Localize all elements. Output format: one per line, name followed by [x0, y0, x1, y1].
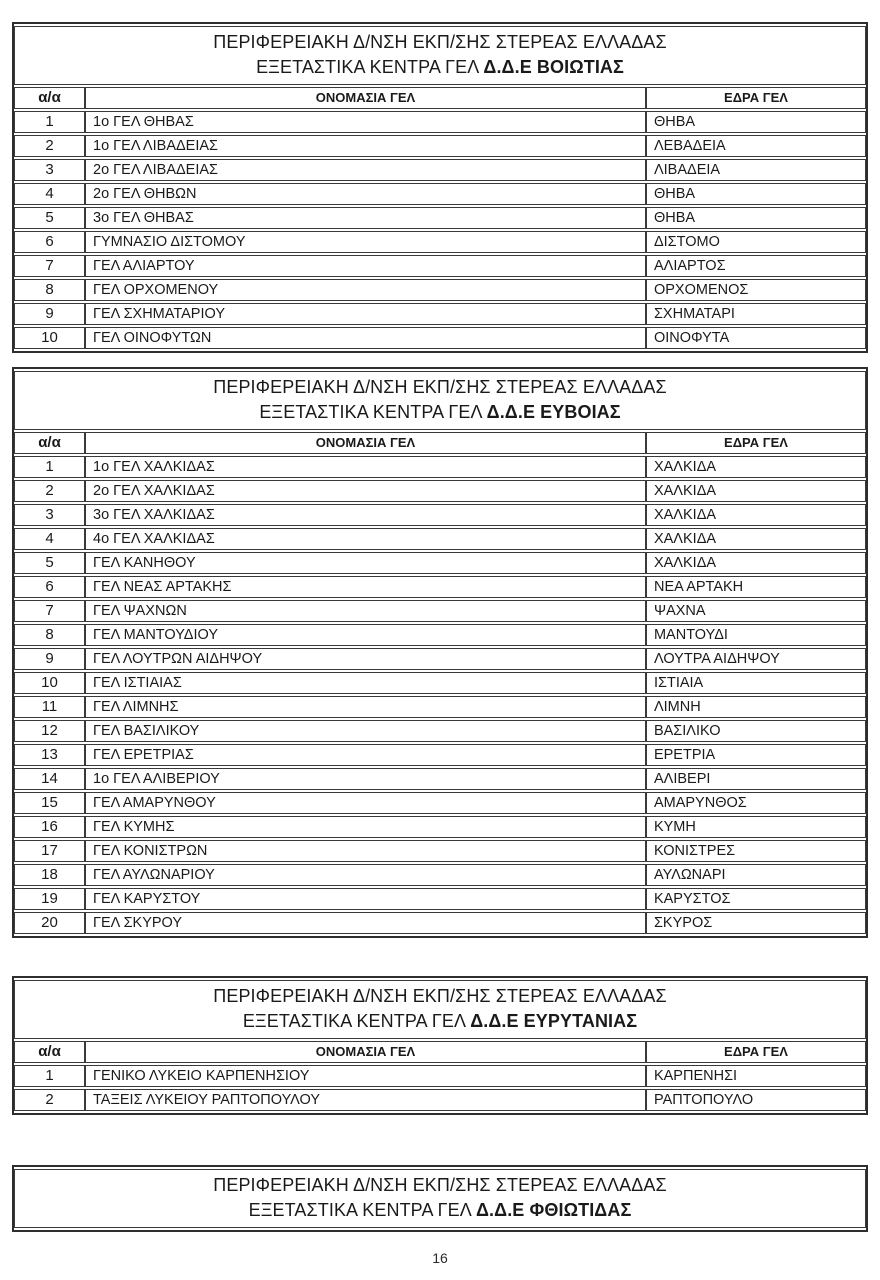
cell-seat: ΨΑΧΝΑ [646, 600, 866, 622]
table-row [14, 696, 866, 718]
table-row [14, 231, 866, 253]
cell-num: 2 [14, 480, 85, 502]
table-title-line1: ΠΕΡΙΦΕΡΕΙΑΚΗ Δ/ΝΣΗ ΕΚΠ/ΣΗΣ ΣΤΕΡΕΑΣ ΕΛΛΑΔΑΣ [213, 377, 667, 397]
cell-num: 4 [14, 528, 85, 550]
cell-seat: ΑΜΑΡΥΝΘΟΣ [646, 792, 866, 814]
column-header-name: ΟΝΟΜΑΣΙΑ ΓΕΛ [85, 87, 646, 109]
cell-seat: ΟΡΧΟΜΕΝΟΣ [646, 279, 866, 301]
table-title-line2 [21, 1009, 859, 1034]
cell-num: 18 [14, 864, 85, 886]
exam-centers-table [12, 1165, 868, 1232]
cell-name: ΓΕΛ ΝΕΑΣ ΑΡΤΑΚΗΣ [85, 576, 646, 598]
cell-name: ΓΕΛ ΚΥΜΗΣ [85, 816, 646, 838]
column-header-seat: ΕΔΡΑ ΓΕΛ [646, 432, 866, 454]
cell-seat: ΛΙΒΑΔΕΙΑ [646, 159, 866, 181]
cell-name: ΓΕΛ ΙΣΤΙΑΙΑΣ [85, 672, 646, 694]
cell-name: 3ο ΓΕΛ ΧΑΛΚΙΔΑΣ [85, 504, 646, 526]
table-title-row [14, 371, 866, 430]
cell-num: 9 [14, 303, 85, 325]
cell-num: 1 [14, 456, 85, 478]
table-row [14, 504, 866, 526]
cell-name: ΓΥΜΝΑΣΙΟ ΔΙΣΤΟΜΟΥ [85, 231, 646, 253]
column-header-name: ΟΝΟΜΑΣΙΑ ΓΕΛ [85, 1041, 646, 1063]
table-row [14, 624, 866, 646]
table-row [14, 303, 866, 325]
cell-name: ΓΕΛ ΣΧΗΜΑΤΑΡΙΟΥ [85, 303, 646, 325]
table-title [14, 1169, 866, 1228]
cell-num: 3 [14, 504, 85, 526]
exam-centers-table [12, 367, 868, 938]
table-title [14, 980, 866, 1039]
column-header-row [14, 87, 866, 109]
table-row [14, 207, 866, 229]
exam-centers-table [12, 22, 868, 353]
cell-num: 6 [14, 231, 85, 253]
table-row [14, 648, 866, 670]
cell-seat: ΛΙΜΝΗ [646, 696, 866, 718]
cell-seat: ΚΥΜΗ [646, 816, 866, 838]
cell-name: ΓΕΛ ΕΡΕΤΡΙΑΣ [85, 744, 646, 766]
table-row [14, 816, 866, 838]
table-title-line2-regular: ΕΞΕΤΑΣΤΙΚΑ ΚΕΝΤΡΑ ΓΕΛ [248, 1200, 477, 1220]
table-row [14, 840, 866, 862]
cell-num: 10 [14, 672, 85, 694]
column-header-num: α/α [14, 432, 85, 454]
cell-seat: ΑΛΙΑΡΤΟΣ [646, 255, 866, 277]
cell-name: ΓΕΛ ΑΥΛΩΝΑΡΙΟΥ [85, 864, 646, 886]
cell-num: 20 [14, 912, 85, 934]
cell-seat: ΘΗΒΑ [646, 111, 866, 133]
cell-name: ΓΕΛ ΜΑΝΤΟΥΔΙΟΥ [85, 624, 646, 646]
table-row [14, 744, 866, 766]
table-title-line2-bold: Δ.Δ.Ε ΒΟΙΩΤΙΑΣ [483, 57, 624, 77]
column-header-num: α/α [14, 87, 85, 109]
exam-centers-table [12, 976, 868, 1115]
cell-seat: ΛΟΥΤΡΑ ΑΙΔΗΨΟΥ [646, 648, 866, 670]
cell-name: ΓΕΛ ΚΟΝΙΣΤΡΩΝ [85, 840, 646, 862]
cell-num: 14 [14, 768, 85, 790]
table-row [14, 159, 866, 181]
cell-name: 4ο ΓΕΛ ΧΑΛΚΙΔΑΣ [85, 528, 646, 550]
table-title-line1: ΠΕΡΙΦΕΡΕΙΑΚΗ Δ/ΝΣΗ ΕΚΠ/ΣΗΣ ΣΤΕΡΕΑΣ ΕΛΛΑΔΑΣ [213, 32, 667, 52]
cell-num: 17 [14, 840, 85, 862]
cell-seat: ΚΑΡΠΕΝΗΣΙ [646, 1065, 866, 1087]
table-row [14, 552, 866, 574]
cell-num: 1 [14, 1065, 85, 1087]
table-row [14, 720, 866, 742]
cell-num: 7 [14, 600, 85, 622]
table-row [14, 1089, 866, 1111]
table-row [14, 600, 866, 622]
table-row [14, 672, 866, 694]
cell-seat: ΣΚΥΡΟΣ [646, 912, 866, 934]
cell-seat: ΧΑΛΚΙΔΑ [646, 552, 866, 574]
cell-num: 7 [14, 255, 85, 277]
cell-name: 1ο ΓΕΛ ΑΛΙΒΕΡΙΟΥ [85, 768, 646, 790]
table-row [14, 768, 866, 790]
column-header-seat: ΕΔΡΑ ΓΕΛ [646, 87, 866, 109]
cell-seat: ΚΟΝΙΣΤΡΕΣ [646, 840, 866, 862]
table-row [14, 255, 866, 277]
cell-name: ΓΕΛ ΟΙΝΟΦΥΤΩΝ [85, 327, 646, 349]
cell-name: 1ο ΓΕΛ ΘΗΒΑΣ [85, 111, 646, 133]
cell-name: 2ο ΓΕΛ ΘΗΒΩΝ [85, 183, 646, 205]
cell-seat: ΧΑΛΚΙΔΑ [646, 528, 866, 550]
cell-num: 16 [14, 816, 85, 838]
cell-num: 1 [14, 111, 85, 133]
cell-name: ΓΕΛ ΒΑΣΙΛΙΚΟΥ [85, 720, 646, 742]
cell-name: ΓΕΛ ΟΡΧΟΜΕΝΟΥ [85, 279, 646, 301]
table-title-line2 [21, 1198, 859, 1223]
table-title-line2-regular: ΕΞΕΤΑΣΤΙΚΑ ΚΕΝΤΡΑ ΓΕΛ [256, 57, 484, 77]
cell-name: ΓΕΛ ΑΜΑΡΥΝΘΟΥ [85, 792, 646, 814]
column-header-row [14, 1041, 866, 1063]
cell-seat: ΘΗΒΑ [646, 207, 866, 229]
cell-seat: ΧΑΛΚΙΔΑ [646, 504, 866, 526]
cell-name: 2ο ΓΕΛ ΛΙΒΑΔΕΙΑΣ [85, 159, 646, 181]
cell-name: ΓΕΛ ΨΑΧΝΩΝ [85, 600, 646, 622]
table-title-row [14, 980, 866, 1039]
cell-name: ΓΕΝΙΚΟ ΛΥΚΕΙΟ ΚΑΡΠΕΝΗΣΙΟΥ [85, 1065, 646, 1087]
cell-name: 1ο ΓΕΛ ΛΙΒΑΔΕΙΑΣ [85, 135, 646, 157]
column-header-name: ΟΝΟΜΑΣΙΑ ΓΕΛ [85, 432, 646, 454]
cell-num: 8 [14, 624, 85, 646]
cell-seat: ΟΙΝΟΦΥΤΑ [646, 327, 866, 349]
cell-name: ΓΕΛ ΑΛΙΑΡΤΟΥ [85, 255, 646, 277]
table-row [14, 576, 866, 598]
cell-name: 3ο ΓΕΛ ΘΗΒΑΣ [85, 207, 646, 229]
cell-seat: ΕΡΕΤΡΙΑ [646, 744, 866, 766]
table-row [14, 327, 866, 349]
cell-seat: ΧΑΛΚΙΔΑ [646, 480, 866, 502]
table-title-line2 [21, 55, 859, 80]
table-title-line2-bold: Δ.Δ.Ε ΕΥΒΟΙΑΣ [486, 402, 621, 422]
exam-center-tables-region [12, 22, 868, 1232]
column-header-row [14, 432, 866, 454]
cell-num: 13 [14, 744, 85, 766]
cell-num: 11 [14, 696, 85, 718]
cell-name: ΓΕΛ ΣΚΥΡΟΥ [85, 912, 646, 934]
cell-seat: ΙΣΤΙΑΙΑ [646, 672, 866, 694]
table-row [14, 912, 866, 934]
cell-num: 6 [14, 576, 85, 598]
cell-name: ΓΕΛ ΛΟΥΤΡΩΝ ΑΙΔΗΨΟΥ [85, 648, 646, 670]
cell-num: 15 [14, 792, 85, 814]
table-title-line1: ΠΕΡΙΦΕΡΕΙΑΚΗ Δ/ΝΣΗ ΕΚΠ/ΣΗΣ ΣΤΕΡΕΑΣ ΕΛΛΑΔΑΣ [213, 1175, 667, 1195]
table-row [14, 1065, 866, 1087]
table-title-line2-bold: Δ.Δ.Ε ΦΘΙΩΤΙΔΑΣ [476, 1200, 632, 1220]
table-row [14, 480, 866, 502]
table-title-line2-bold: Δ.Δ.Ε ΕΥΡΥΤΑΝΙΑΣ [470, 1011, 638, 1031]
cell-seat: ΔΙΣΤΟΜΟ [646, 231, 866, 253]
cell-name: 1ο ΓΕΛ ΧΑΛΚΙΔΑΣ [85, 456, 646, 478]
cell-num: 12 [14, 720, 85, 742]
cell-name: 2ο ΓΕΛ ΧΑΛΚΙΔΑΣ [85, 480, 646, 502]
cell-num: 8 [14, 279, 85, 301]
cell-seat: ΣΧΗΜΑΤΑΡΙ [646, 303, 866, 325]
cell-name: ΓΕΛ ΛΙΜΝΗΣ [85, 696, 646, 718]
cell-seat: ΘΗΒΑ [646, 183, 866, 205]
table-title [14, 371, 866, 430]
table-title [14, 26, 866, 85]
table-title-line1: ΠΕΡΙΦΕΡΕΙΑΚΗ Δ/ΝΣΗ ΕΚΠ/ΣΗΣ ΣΤΕΡΕΑΣ ΕΛΛΑΔΑΣ [213, 986, 667, 1006]
table-title-line2 [21, 400, 859, 425]
table-row [14, 528, 866, 550]
table-row [14, 135, 866, 157]
cell-name: ΓΕΛ ΚΑΝΗΘΟΥ [85, 552, 646, 574]
cell-seat: ΜΑΝΤΟΥΔΙ [646, 624, 866, 646]
cell-seat: ΛΕΒΑΔΕΙΑ [646, 135, 866, 157]
cell-num: 3 [14, 159, 85, 181]
table-row [14, 279, 866, 301]
cell-num: 2 [14, 135, 85, 157]
table-row [14, 456, 866, 478]
cell-seat: ΚΑΡΥΣΤΟΣ [646, 888, 866, 910]
table-title-row [14, 1169, 866, 1228]
cell-num: 19 [14, 888, 85, 910]
cell-seat: ΝΕΑ ΑΡΤΑΚΗ [646, 576, 866, 598]
table-title-line2-regular: ΕΞΕΤΑΣΤΙΚΑ ΚΕΝΤΡΑ ΓΕΛ [242, 1011, 471, 1031]
table-row [14, 111, 866, 133]
column-header-seat: ΕΔΡΑ ΓΕΛ [646, 1041, 866, 1063]
cell-num: 5 [14, 207, 85, 229]
cell-seat: ΧΑΛΚΙΔΑ [646, 456, 866, 478]
cell-num: 2 [14, 1089, 85, 1111]
table-row [14, 183, 866, 205]
cell-name: ΓΕΛ ΚΑΡΥΣΤΟΥ [85, 888, 646, 910]
cell-seat: ΡΑΠΤΟΠΟΥΛΟ [646, 1089, 866, 1111]
cell-seat: ΒΑΣΙΛΙΚΟ [646, 720, 866, 742]
table-row [14, 888, 866, 910]
cell-num: 5 [14, 552, 85, 574]
table-row [14, 792, 866, 814]
cell-seat: ΑΥΛΩΝΑΡΙ [646, 864, 866, 886]
cell-num: 9 [14, 648, 85, 670]
table-title-row [14, 26, 866, 85]
cell-name: ΤΑΞΕΙΣ ΛΥΚΕΙΟΥ ΡΑΠΤΟΠΟΥΛΟΥ [85, 1089, 646, 1111]
cell-num: 4 [14, 183, 85, 205]
page-number: 16 [432, 1250, 448, 1266]
table-row [14, 864, 866, 886]
table-title-line2-regular: ΕΞΕΤΑΣΤΙΚΑ ΚΕΝΤΡΑ ΓΕΛ [259, 402, 487, 422]
cell-num: 10 [14, 327, 85, 349]
cell-seat: ΑΛΙΒΕΡΙ [646, 768, 866, 790]
column-header-num: α/α [14, 1041, 85, 1063]
